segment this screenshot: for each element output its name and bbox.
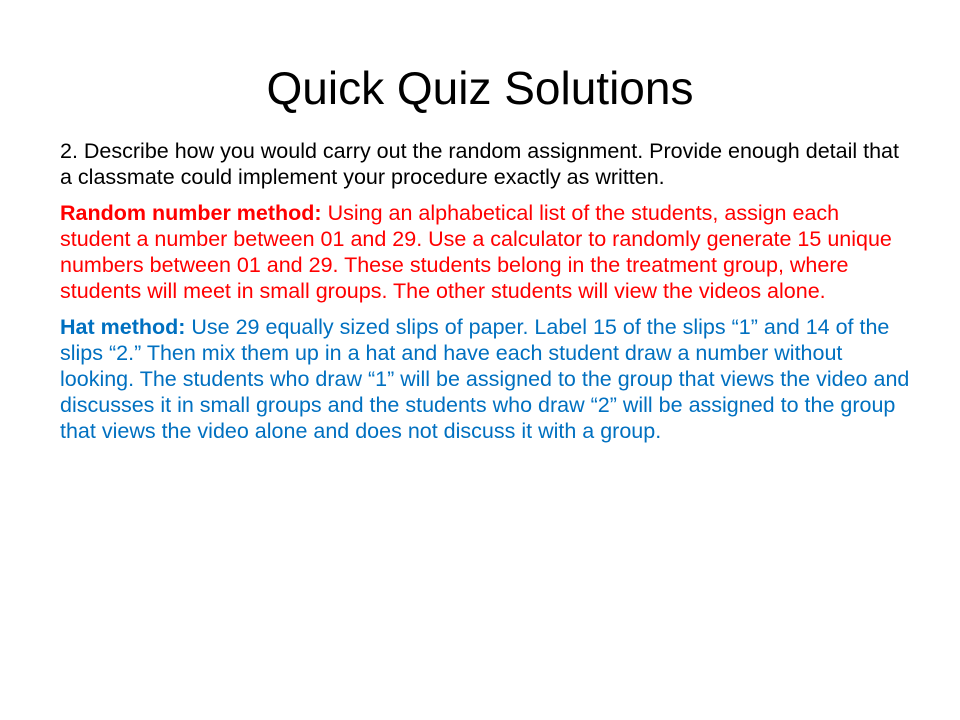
- hat-method-label: Hat method:: [60, 315, 186, 339]
- hat-method-text: Use 29 equally sized slips of paper. Label 15 of the slips “1” and 14 of the slips “2.” Then mix them up in a hat and have each student draw a number without looking. The students who draw “1” will be assigned to the group that views the video and discusses it in small groups and the students who draw “2” will be assigned to the group that views the video alone and does not discuss it with a group.: [60, 315, 910, 443]
- random-number-method-paragraph: [60, 200, 910, 304]
- hat-method-paragraph: [60, 314, 910, 444]
- slide-title: Quick Quiz Solutions: [266, 62, 694, 114]
- question-text: 2. Describe how you would carry out the random assignment. Provide enough detail that a classmate could implement your procedure exactly as written.: [60, 139, 899, 189]
- random-number-method-label: Random number method:: [60, 201, 322, 225]
- random-number-method-text: Using an alphabetical list of the students, assign each student a number between 01 and 29. Use a calculator to randomly generate 15 unique numbers between 01 and 29. These students belong in the treatment group, where students will meet in small groups. The other students will view the videos alone.: [60, 201, 892, 303]
- slide-body: [60, 138, 910, 454]
